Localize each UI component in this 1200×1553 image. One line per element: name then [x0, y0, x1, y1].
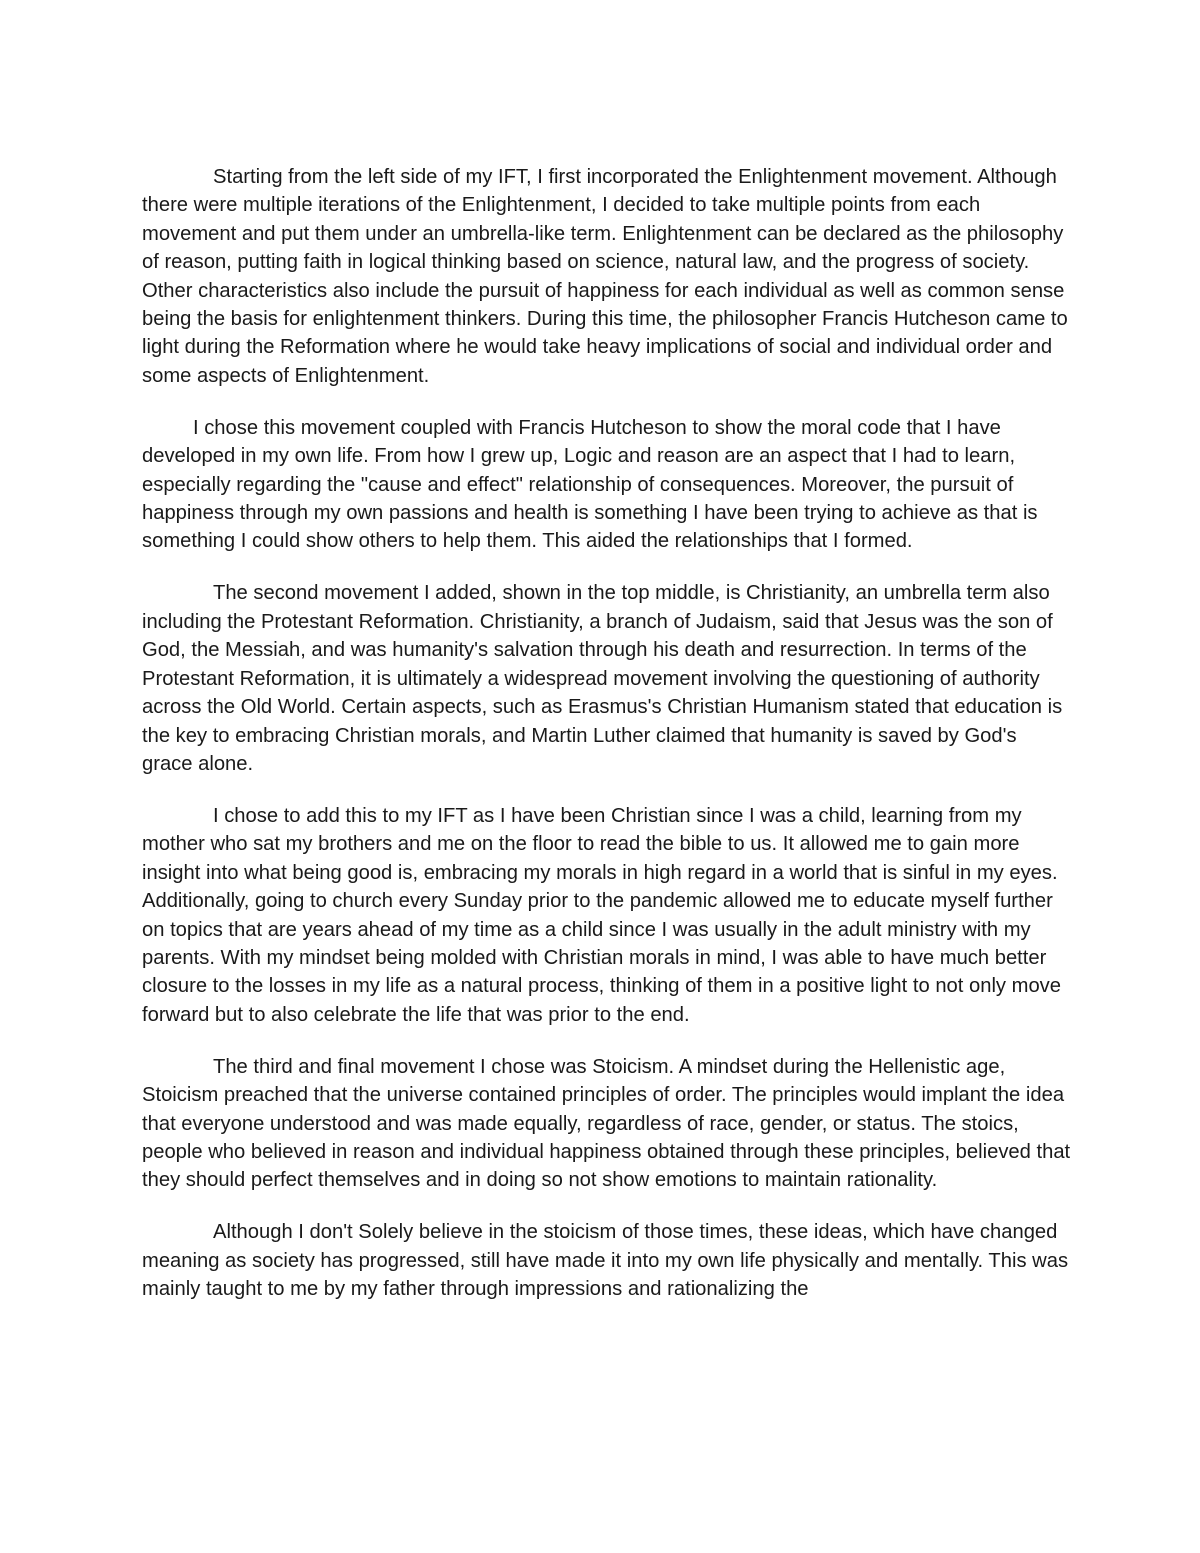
paragraph-stoicism: The third and final movement I chose was Stoicism. A mindset during the Hellenistic age, Stoicism preached that the universe contained principles of order. The principles would implant the idea that everyone understood and was made equally, regardless of race, gender, or status. The stoics, people who believed in reason and individual happiness obtained through these principles, believed that they should perfect themselves and in doing so not show emotions to maintain rationality.	[142, 1055, 1071, 1192]
paragraph-enlightenment: Starting from the left side of my IFT, I first incorporated the Enlightenment movement. Although there were multiple iterations of the Enlightenment, I decided to take multiple points from each movement and put them under an umbrella-like term. Enlightenment can be declared as the philosophy of reason, putting faith in logical thinking based on science, natural law, and the progress of society. Other characteristics also include the pursuit of happiness for each individual as well as common sense being the basis for enlightenment thinkers. During this time, the philosopher Francis Hutcheson came to light during the Reformation where he would take heavy implications of social and individual order and some aspects of Enlightenment.	[142, 166, 1068, 387]
document-body	[142, 163, 1072, 1327]
paragraph-christian-upbringing: I chose to add this to my IFT as I have been Christian since I was a child, learning from my mother who sat my brothers and me on the floor to read the bible to us. It allowed me to gain more insight into what being good is, embracing my morals in high regard in a world that is sinful in my eyes. Additionally, going to church every Sunday prior to the pandemic allowed me to educate myself further on topics that are years ahead of my time as a child since I was usually in the adult ministry with my parents. With my mindset being molded with Christian morals in mind, I was able to have much better closure to the losses in my life as a natural process, thinking of them in a positive light to not only move forward but to also celebrate the life that was prior to the end.	[142, 804, 1061, 1026]
paragraph-moral-code: I chose this movement coupled with Francis Hutcheson to show the moral code that I have developed in my own life. From how I grew up, Logic and reason are an aspect that I had to learn, especially regarding the "cause and effect" relationship of consequences. Moreover, the pursuit of happiness through my own passions and health is something I have been trying to achieve as that is something I could show others to help them. This aided the relationships that I formed.	[142, 416, 1038, 553]
paragraph-stoicism-personal: Although I don't Solely believe in the stoicism of those times, these ideas, which have changed meaning as society has progressed, still have made it into my own life physically and mentally. This was mainly taught to me by my father through impressions and rationalizing the	[142, 1221, 1069, 1301]
paragraph-christianity: The second movement I added, shown in the top middle, is Christianity, an umbrella term also including the Protestant Reformation. Christianity, a branch of Judaism, said that Jesus was the son of God, the Messiah, and was humanity's salvation through his death and resurrection. In terms of the Protestant Reformation, it is ultimately a widespread movement involving the questioning of authority across the Old World. Certain aspects, such as Erasmus's Christian Humanism stated that education is the key to embracing Christian morals, and Martin Luther claimed that humanity is saved by God's grace alone.	[142, 582, 1063, 775]
